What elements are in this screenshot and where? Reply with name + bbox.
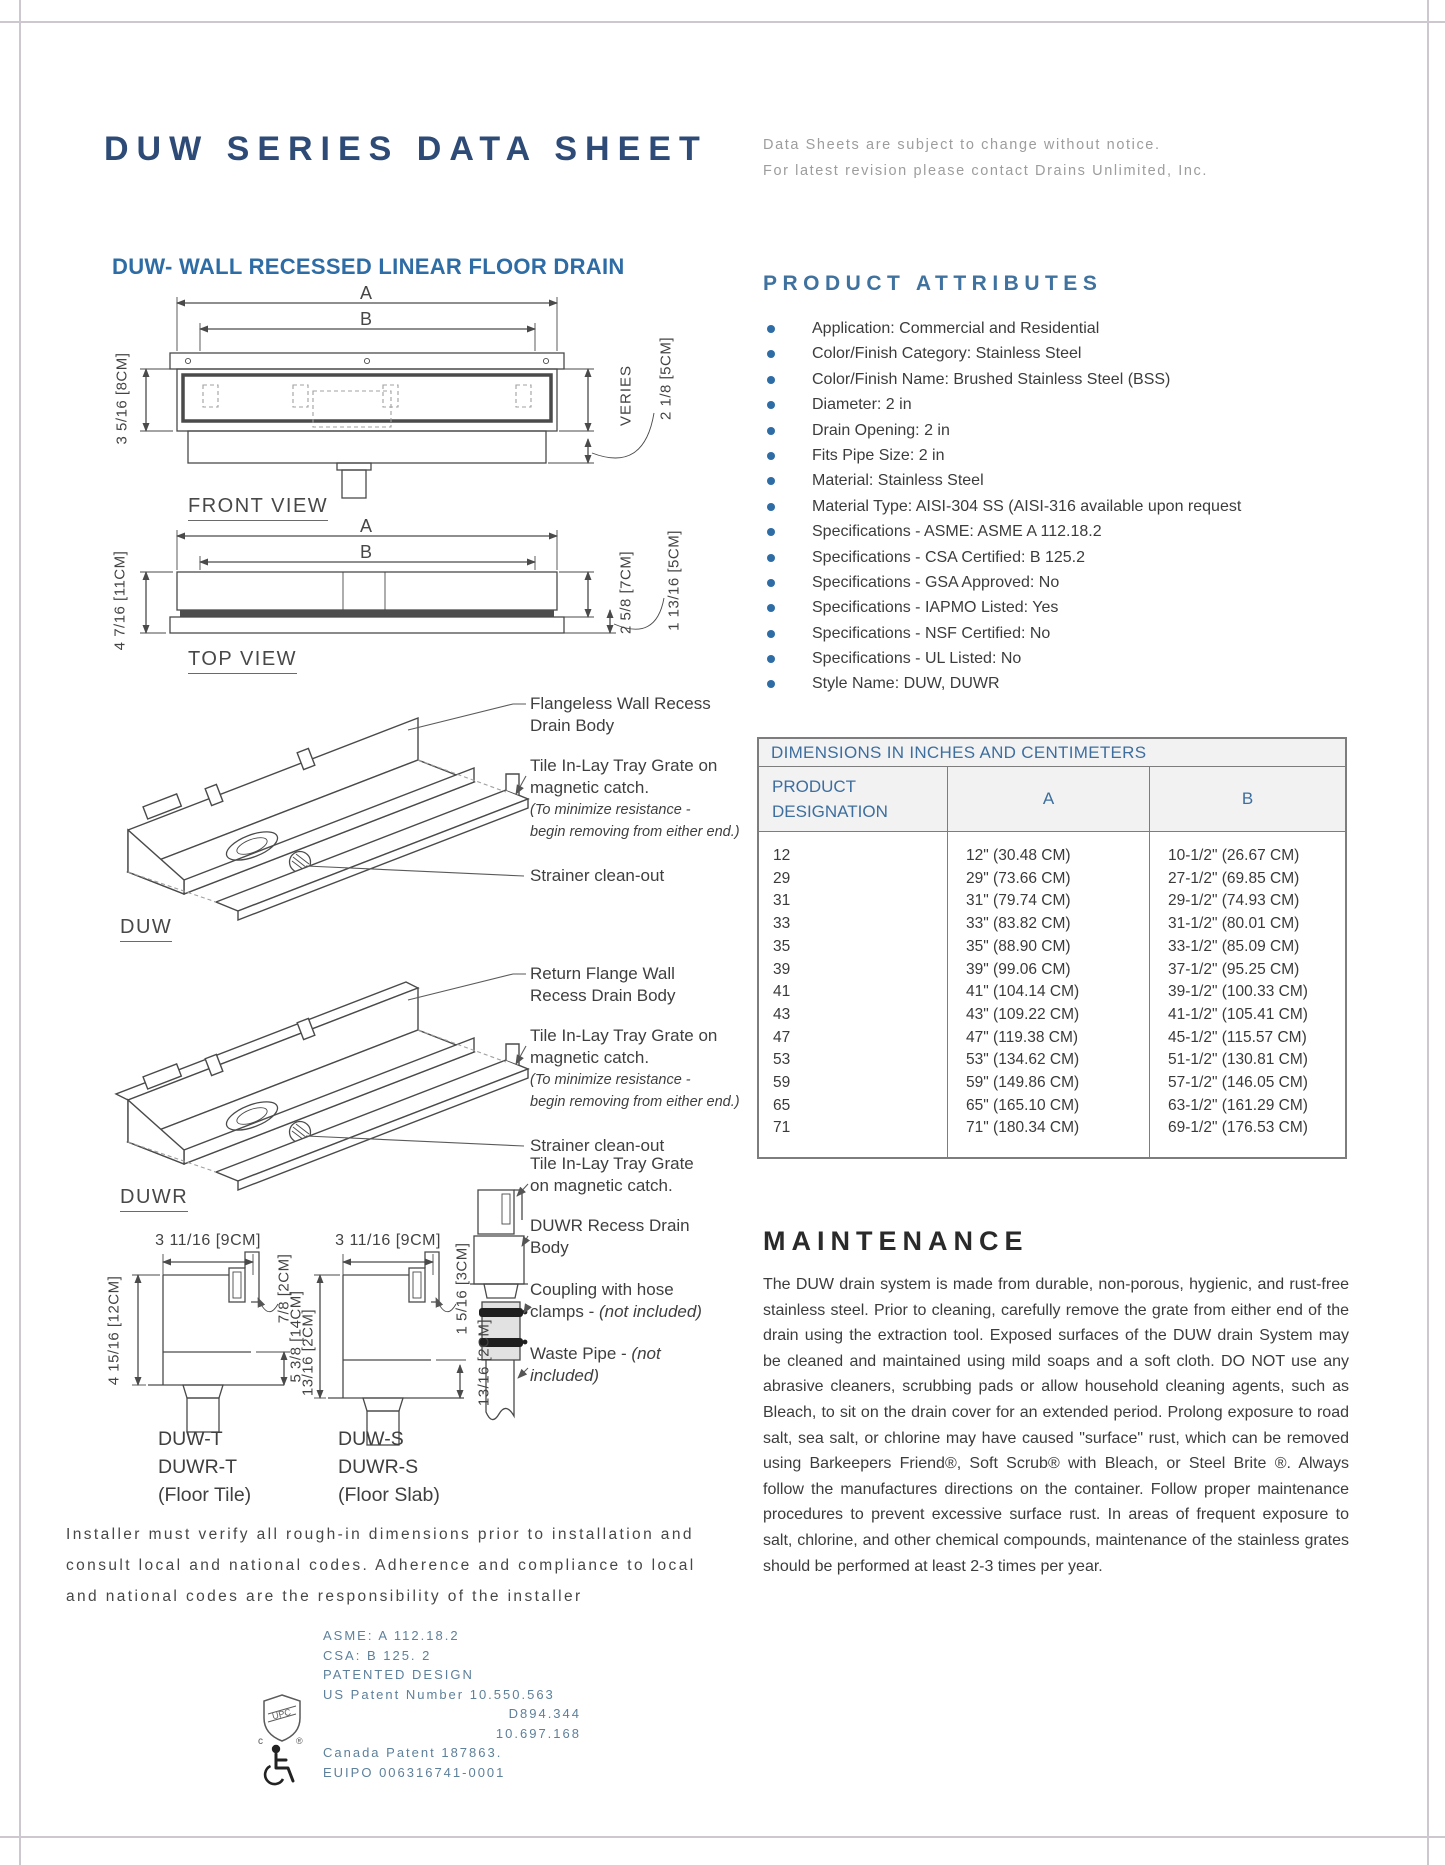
section-s-width-dim: 3 11/16 [9CM] xyxy=(335,1232,441,1249)
bullet-icon xyxy=(767,503,775,511)
table-cell-value: 35" (88.90 CM) xyxy=(966,937,1071,955)
attribute-item xyxy=(763,646,1363,671)
attribute-item xyxy=(763,418,1363,443)
detail-callout-coupling-line2-text: clamps - xyxy=(530,1302,599,1321)
section-s-label3: (Floor Slab) xyxy=(338,1484,440,1506)
duwr-callout-grate-note2: begin removing from either end.) xyxy=(530,1094,740,1110)
table-cell-value: 31" (79.74 CM) xyxy=(966,892,1071,910)
detail-callout-waste-line1-text: Waste Pipe - xyxy=(530,1344,632,1363)
table-cell-value: 33 xyxy=(773,915,791,933)
bullet-icon xyxy=(767,477,775,485)
section-t-dim-r2: 13/16 [2CM] xyxy=(299,1308,317,1397)
top-view-dim-b: B xyxy=(360,542,373,562)
attribute-item-text: Specifications - ASME: ASME A 112.18.2 xyxy=(812,523,1102,541)
detail-callout-coupling-line2-italic: (not included) xyxy=(598,1302,702,1321)
duw-callout-grate-note2: begin removing from either end.) xyxy=(530,824,740,840)
col-b: B xyxy=(1149,767,1345,831)
detail-callout-coupling-line1: Coupling with hose xyxy=(530,1280,674,1299)
top-view-label: TOP VIEW xyxy=(188,648,297,674)
table-cell-value: 12 xyxy=(773,847,791,864)
table-cell-value: 65 xyxy=(773,1096,791,1114)
table-cell-value: 33" (83.82 CM) xyxy=(966,915,1071,933)
table-cell-value: 43" (109.22 CM) xyxy=(966,1005,1080,1023)
cert-us-patent: US Patent Number 10.550.563 xyxy=(323,1686,555,1702)
dimensions-table-body xyxy=(759,832,1345,1157)
certifications-block xyxy=(323,1626,581,1782)
attribute-item-text: Specifications - GSA Approved: No xyxy=(812,573,1060,591)
table-cell-value: 59" (149.86 CM) xyxy=(966,1074,1080,1092)
attribute-item-text: Specifications - CSA Certified: B 125.2 xyxy=(812,548,1086,566)
dimensions-table-header xyxy=(759,767,1345,832)
duw-callout-grate-note1: (To minimize resistance - xyxy=(530,802,691,818)
attribute-item-text: Specifications - UL Listed: No xyxy=(812,650,1022,668)
bullet-icon xyxy=(767,554,775,562)
detail-callout-grate-line2: on magnetic catch. xyxy=(530,1176,673,1195)
revision-notice-line2: For latest revision please contact Drains Unlimited, Inc. xyxy=(763,163,1208,179)
cert-csa: CSA: B 125. 2 xyxy=(323,1647,432,1663)
dimensions-table xyxy=(757,737,1347,1159)
section-t-label1: DUW-T xyxy=(158,1428,223,1450)
duw-figure xyxy=(88,680,742,948)
table-col-a-values xyxy=(948,832,1149,1140)
duw-callout-grate-line2: magnetic catch. xyxy=(530,778,650,797)
cert-asme: ASME: A 112.18.2 xyxy=(323,1628,460,1643)
section-s-label2: DUWR-S xyxy=(338,1456,419,1478)
bullet-icon xyxy=(767,528,775,536)
col-product-designation-line2: DESIGNATION xyxy=(772,802,888,821)
bullet-icon xyxy=(767,376,775,384)
table-cell-value: 63-1/2" (161.29 CM) xyxy=(1168,1096,1308,1114)
attribute-item-text: Style Name: DUW, DUWR xyxy=(812,675,1000,693)
bullet-icon xyxy=(767,604,775,612)
col-a: A xyxy=(947,767,1149,831)
top-view-dim-a: A xyxy=(360,516,373,536)
table-cell-value: 39 xyxy=(773,960,791,978)
upc-registered-mark: ® xyxy=(296,1736,303,1746)
detail-callout-waste-line1 xyxy=(530,1344,661,1364)
attribute-item xyxy=(763,341,1363,366)
dimensions-table-title: DIMENSIONS IN INCHES AND CENTIMETERS xyxy=(759,739,1345,767)
table-cell-value: 35 xyxy=(773,937,791,955)
cert-euipo: EUIPO 006316741-0001 xyxy=(323,1764,506,1780)
front-view-drawing xyxy=(88,285,748,540)
table-cell-value: 41" (104.14 CM) xyxy=(966,983,1080,1001)
page-border-bottom xyxy=(0,1836,1445,1838)
table-cell-value: 65" (165.10 CM) xyxy=(966,1096,1080,1114)
table-cell-value: 51-1/2" (130.81 CM) xyxy=(1168,1051,1308,1069)
table-cell-value: 31-1/2" (80.01 CM) xyxy=(1168,915,1300,933)
product-heading: DUW- WALL RECESSED LINEAR FLOOR DRAIN xyxy=(112,254,625,279)
front-view-dim-height: 3 5/16 [8CM] xyxy=(113,352,131,445)
attribute-item xyxy=(763,316,1363,341)
table-cell-value: 57-1/2" (146.05 CM) xyxy=(1168,1074,1308,1092)
attribute-item-text: Application: Commercial and Residential xyxy=(812,320,1100,337)
bullet-icon xyxy=(767,325,775,333)
front-view-label: FRONT VIEW xyxy=(188,495,328,521)
attribute-item-text: Color/Finish Name: Brushed Stainless Steel (BSS) xyxy=(812,370,1171,388)
bullet-icon xyxy=(767,680,775,688)
section-s-dim-r1: 1 5/16 [3CM] xyxy=(453,1242,471,1335)
table-cell-value: 47" (119.38 CM) xyxy=(966,1028,1079,1046)
front-view-figure xyxy=(88,285,748,540)
duw-callout-strainer: Strainer clean-out xyxy=(530,866,665,885)
attribute-item xyxy=(763,468,1363,493)
attribute-item-text: Specifications - NSF Certified: No xyxy=(812,624,1051,642)
table-cell-value: 31 xyxy=(773,892,791,910)
installer-note: Installer must verify all rough-in dimensions prior to installation and consult local and national codes. Adherence and compliance to local and national codes are the responsibility of the installer xyxy=(66,1526,696,1605)
revision-notice xyxy=(763,132,1208,184)
bullet-icon xyxy=(767,630,775,638)
top-view-dim-r1: 2 5/8 [7CM] xyxy=(617,550,635,635)
duwr-callout-strainer: Strainer clean-out xyxy=(530,1136,665,1155)
duwr-callout-body-line2: Recess Drain Body xyxy=(530,986,676,1005)
top-view-dim-height: 4 7/16 [11CM] xyxy=(111,550,129,651)
detail-callout-coupling-line2 xyxy=(530,1302,702,1322)
table-cell-value: 43 xyxy=(773,1005,791,1023)
page-border-top xyxy=(0,21,1445,23)
attribute-item xyxy=(763,545,1363,570)
section-s-dim-r2: 13/16 [2CM] xyxy=(475,1318,493,1407)
table-cell-value: 29 xyxy=(773,869,791,887)
attribute-item-text: Color/Finish Category: Stainless Steel xyxy=(812,345,1082,363)
front-view-dim-a: A xyxy=(360,283,373,303)
bullet-icon xyxy=(767,427,775,435)
page-title: DUW SERIES DATA SHEET xyxy=(104,130,708,168)
table-cell-value: 10-1/2" (26.67 CM) xyxy=(1168,847,1300,864)
attribute-item xyxy=(763,570,1363,595)
attribute-item xyxy=(763,443,1363,468)
detail-callout-waste-line1-italic: (not xyxy=(631,1344,661,1363)
duw-callout-grate-line1: Tile In-Lay Tray Grate on xyxy=(530,756,718,775)
table-cell-value: 12" (30.48 CM) xyxy=(966,847,1071,864)
bullet-icon xyxy=(767,350,775,358)
table-col-designation-values xyxy=(759,832,947,1140)
attribute-item xyxy=(763,621,1363,646)
top-view-drawing xyxy=(88,520,748,688)
table-cell-value: 33-1/2" (85.09 CM) xyxy=(1168,937,1300,955)
attribute-item-text: Diameter: 2 in xyxy=(812,396,912,414)
attribute-item xyxy=(763,595,1363,620)
table-cell-value: 27-1/2" (69.85 CM) xyxy=(1168,869,1300,887)
maintenance-body: The DUW drain system is made from durable, non-porous, hygienic, and rust-free stainless steel. Prior to cleaning, carefully remove the grate from either end of the drain using the extraction tool. Exposed surfaces of the DUW drain System may be cleaned and maintained using mild soaps and a soft cloth. DO NOT use any abrasive cleaners, scrubbing pads or allow household cleaning agents, such as Bleach, to sit on the drain cover for an extended period. Prolong exposure to road salt, sea salt, or chlorine may have caused "surface" rust, which can be removed using Barkeepers Friend®, Soft Scrub® with Bleach, or Steel Brite ®. Always follow the manufactures directions on the container. Follow proper maintenance procedures to prevent excessive surface rust. In areas of frequent exposure to salt, chlorine, and other chemical compounds, maintenance of the stainless grates should be performed at least 2-3 times per year. xyxy=(763,1276,1349,1575)
table-cell-value: 37-1/2" (95.25 CM) xyxy=(1168,960,1300,978)
cert-canada-patent: Canada Patent 187863. xyxy=(323,1745,503,1760)
table-cell-value: 71 xyxy=(773,1119,791,1137)
detail-callout-grate-line1: Tile In-Lay Tray Grate xyxy=(530,1154,694,1173)
attribute-item xyxy=(763,519,1363,544)
table-cell-value: 69-1/2" (176.53 CM) xyxy=(1168,1119,1308,1137)
table-cell-value: 53 xyxy=(773,1051,791,1069)
col-product-designation xyxy=(759,767,947,831)
bullet-icon xyxy=(767,452,775,460)
table-cell-value: 41-1/2" (105.41 CM) xyxy=(1168,1005,1308,1023)
attribute-item-text: Specifications - IAPMO Listed: Yes xyxy=(812,599,1059,617)
bullet-icon xyxy=(767,579,775,587)
attribute-item-text: Material: Stainless Steel xyxy=(812,472,984,490)
table-cell-value: 29" (73.66 CM) xyxy=(966,869,1071,887)
detail-callout-waste-line2: included) xyxy=(530,1366,599,1385)
front-view-dim-depth: 2 1/8 [5CM] xyxy=(657,336,675,421)
table-cell-value: 45-1/2" (115.57 CM) xyxy=(1168,1028,1307,1046)
section-t-label3: (Floor Tile) xyxy=(158,1484,252,1506)
upc-c-mark: c xyxy=(258,1736,263,1746)
top-view-dim-r2: 1 13/16 [5CM] xyxy=(665,530,683,631)
front-view-dim-varies: VERIES xyxy=(617,364,635,427)
section-t-height-dim: 4 15/16 [12CM] xyxy=(105,1275,123,1386)
duw-label: DUW xyxy=(120,916,172,942)
top-view-figure xyxy=(88,516,748,688)
table-cell-value: 47 xyxy=(773,1028,791,1046)
wheelchair-accessible-icon xyxy=(262,1744,298,1786)
cert-patent-10697: 10.697.168 xyxy=(495,1725,581,1741)
table-cell-value: 53" (134.62 CM) xyxy=(966,1051,1080,1069)
attribute-item-text: Material Type: AISI-304 SS (AISI-316 available upon request xyxy=(812,497,1242,515)
sections-figure xyxy=(88,1140,742,1512)
upc-shield-icon xyxy=(258,1692,306,1746)
attribute-item-text: Drain Opening: 2 in xyxy=(812,421,950,439)
attributes-list xyxy=(763,316,1363,697)
attribute-item xyxy=(763,671,1363,696)
upc-shield-text: UPC xyxy=(271,1706,292,1722)
table-cell-value: 29-1/2" (74.93 CM) xyxy=(1168,892,1300,910)
duwr-callout-grate-line1: Tile In-Lay Tray Grate on xyxy=(530,1026,718,1045)
duwr-callout-grate-note1: (To minimize resistance - xyxy=(530,1072,691,1088)
product-attributes-heading: PRODUCT ATTRIBUTES xyxy=(763,272,1103,295)
cert-patented-design: PATENTED DESIGN xyxy=(323,1667,474,1682)
section-t-dim-r1: 7/8 [2CM] xyxy=(275,1253,293,1324)
revision-notice-line1: Data Sheets are subject to change without notice. xyxy=(763,137,1161,153)
detail-callout-body-line1: DUWR Recess Drain xyxy=(530,1216,690,1235)
page-border-left xyxy=(19,0,21,1865)
section-t-width-dim: 3 11/16 [9CM] xyxy=(155,1232,261,1249)
table-cell-value: 71" (180.34 CM) xyxy=(966,1119,1080,1137)
bullet-icon xyxy=(767,401,775,409)
section-s-label1: DUW-S xyxy=(338,1428,404,1450)
attribute-item xyxy=(763,367,1363,392)
table-col-b-values xyxy=(1150,832,1345,1140)
attribute-item xyxy=(763,392,1363,417)
table-cell-value: 59 xyxy=(773,1074,791,1092)
detail-callout-body-line2: Body xyxy=(530,1238,569,1257)
duwr-callout-body-line1: Return Flange Wall xyxy=(530,964,675,983)
section-t-label2: DUWR-T xyxy=(158,1456,238,1478)
duwr-callout-grate-line2: magnetic catch. xyxy=(530,1048,650,1067)
bullet-icon xyxy=(767,655,775,663)
table-cell-value: 39" (99.06 CM) xyxy=(966,960,1071,978)
cert-patent-d894: D894.344 xyxy=(508,1706,581,1721)
section-s-height-dim: 5 3/8 [14CM] xyxy=(287,1290,305,1383)
table-cell-value: 41 xyxy=(773,983,791,1001)
front-view-dim-b: B xyxy=(360,309,373,329)
col-product-designation-line1: PRODUCT xyxy=(772,777,857,796)
maintenance-heading: MAINTENANCE xyxy=(763,1226,1029,1256)
duw-callout-body-line1: Flangeless Wall Recess xyxy=(530,694,711,713)
page-border-right xyxy=(1427,0,1429,1865)
duwr-label: DUWR xyxy=(120,1186,188,1212)
attribute-item-text: Fits Pipe Size: 2 in xyxy=(812,446,945,464)
duw-callout-body-line2: Drain Body xyxy=(530,716,615,735)
table-cell-value: 39-1/2" (100.33 CM) xyxy=(1168,983,1308,1001)
attribute-item xyxy=(763,494,1363,519)
